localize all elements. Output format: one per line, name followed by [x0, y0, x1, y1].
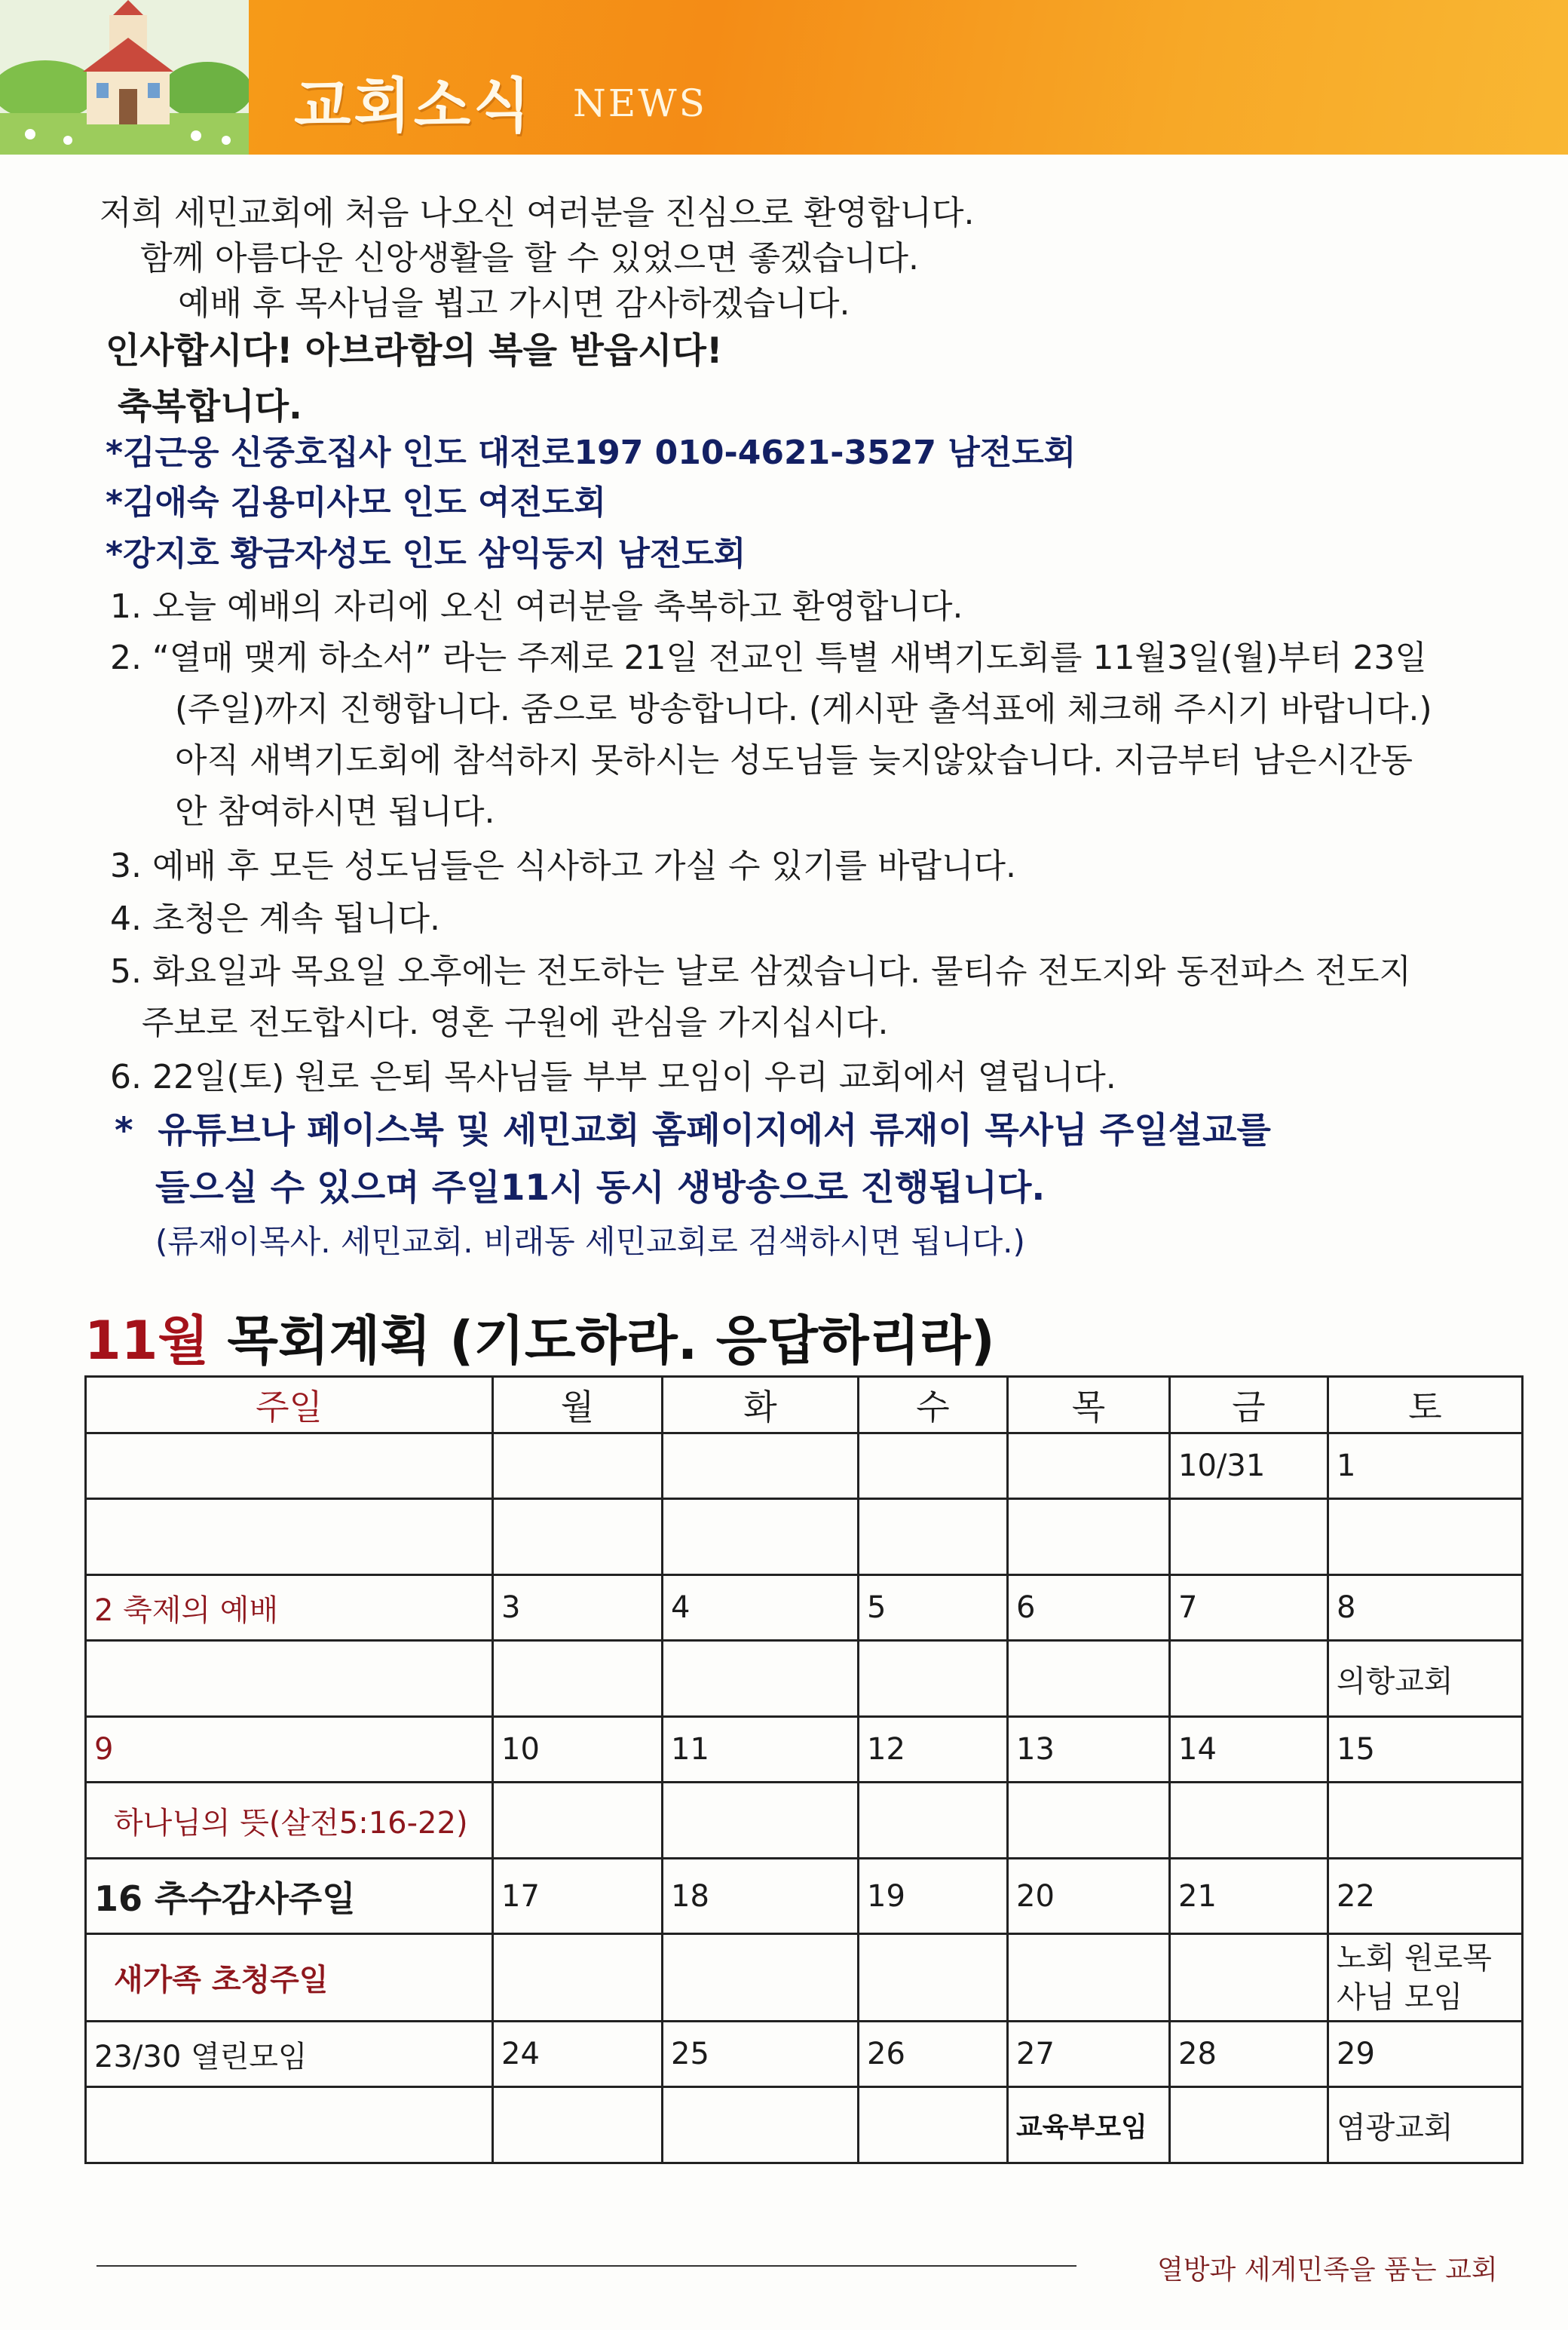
date-cell: 20: [1008, 1859, 1170, 1934]
event-cell: [493, 1641, 663, 1717]
event-cell: [1008, 1934, 1170, 2022]
date-cell: 29: [1328, 2022, 1523, 2087]
youtube-notice: * 유튜브나 페이스북 및 세민교회 홈페이지에서 류재이 목사님 주일설교를: [115, 1110, 1271, 1151]
day-header-mon: 월: [493, 1377, 663, 1433]
date-cell: 15: [1328, 1717, 1523, 1783]
date-cell: 1: [1328, 1433, 1523, 1499]
event-cell: [1170, 1934, 1328, 2022]
event-cell: [663, 2087, 859, 2163]
event-cell: [1008, 1641, 1170, 1717]
event-cell: [1170, 1783, 1328, 1859]
date-cell: 4: [663, 1575, 859, 1641]
event-cell: [493, 2087, 663, 2163]
intro-line-2: 함께 아름다운 신앙생활을 할 수 있었으면 좋겠습니다.: [140, 239, 919, 277]
day-header-tue: 화: [663, 1377, 859, 1433]
date-cell: 13: [1008, 1717, 1170, 1783]
blessing-line-3: *강지호 황금자성도 인도 삼익둥지 남전도회: [106, 535, 746, 573]
week-1-dates: [86, 1433, 1523, 1499]
date-cell: 19: [859, 1859, 1008, 1934]
date-cell: 23/30 열린모임: [86, 2022, 493, 2087]
monthly-calendar: [84, 1375, 1524, 2164]
date-cell: 5: [859, 1575, 1008, 1641]
date-cell: 3: [493, 1575, 663, 1641]
event-cell: [1170, 2087, 1328, 2163]
notice-item-5-line-2: 주보로 전도합시다. 영혼 구원에 관심을 가지십시다.: [142, 1004, 889, 1042]
asterisk-icon: *: [115, 1110, 133, 1151]
date-cell: 22: [1328, 1859, 1523, 1934]
week-5-dates: [86, 2022, 1523, 2087]
blessing-line-2: *김애숙 김용미사모 인도 여전도회: [106, 483, 607, 522]
notice-item-1: 1. 오늘 예배의 자리에 오신 여러분을 축복하고 환영합니다.: [110, 587, 963, 626]
page-header: [0, 0, 1568, 155]
calendar-header-row: [86, 1377, 1523, 1433]
event-cell: 하나님의 뜻(살전5:16-22): [86, 1783, 493, 1859]
calendar-title: 11월 목회계획 (기도하라. 응답하리라): [84, 1310, 995, 1372]
event-cell: [1008, 1499, 1170, 1575]
event-cell: [493, 1499, 663, 1575]
date-cell: 7: [1170, 1575, 1328, 1641]
blessing-line-1: *김근웅 신중호집사 인도 대전로197 010-4621-3527 남전도회: [106, 434, 1076, 472]
church-illustration: [0, 0, 249, 155]
day-header-fri: 금: [1170, 1377, 1328, 1433]
blessing-heading: 축복합니다.: [118, 386, 302, 428]
date-cell: 10/31: [1170, 1433, 1328, 1499]
notice-item-4: 4. 초청은 계속 됩니다.: [110, 900, 440, 938]
event-cell: [1170, 1499, 1328, 1575]
week-4-dates: [86, 1859, 1523, 1934]
date-cell: 21: [1170, 1859, 1328, 1934]
event-cell: [859, 1499, 1008, 1575]
intro-line-1: 저희 세민교회에 처음 나오신 여러분을 진심으로 환영합니다.: [100, 194, 975, 232]
date-cell: 17: [493, 1859, 663, 1934]
event-cell: [493, 1934, 663, 2022]
section-title: 교회소식: [294, 72, 534, 140]
notice-item-3: 3. 예배 후 모든 성도님들은 식사하고 가실 수 있기를 바랍니다.: [110, 847, 1016, 885]
date-cell: 6: [1008, 1575, 1170, 1641]
date-cell: 12: [859, 1717, 1008, 1783]
week-1-events: [86, 1499, 1523, 1575]
day-header-sat: 토: [1328, 1377, 1523, 1433]
event-cell: [1170, 1641, 1328, 1717]
date-cell: 11: [663, 1717, 859, 1783]
event-cell: [86, 1641, 493, 1717]
event-cell: [663, 1934, 859, 2022]
event-cell: [1328, 1783, 1523, 1859]
notice-item-5: 5. 화요일과 목요일 오후에는 전도하는 날로 삼겠습니다. 물티슈 전도지와 동전파스 전도지: [110, 952, 1411, 991]
date-cell: 18: [663, 1859, 859, 1934]
footer-divider: [96, 2265, 1076, 2267]
week-2-events: [86, 1641, 1523, 1717]
date-cell: 16 추수감사주일: [86, 1859, 493, 1934]
date-cell: 14: [1170, 1717, 1328, 1783]
date-cell: 24: [493, 2022, 663, 2087]
notice-item-2: 2. “열매 맺게 하소서” 라는 주제로 21일 전교인 특별 새벽기도회를 11월3일(월)부터 23일: [110, 639, 1427, 677]
week-3-dates: [86, 1717, 1523, 1783]
date-cell: [86, 1433, 493, 1499]
event-cell: [663, 1783, 859, 1859]
notice-item-2-line-2: (주일)까지 진행합니다. 줌으로 방송합니다. (게시판 출석표에 체크해 주시기 바랍니다.): [175, 690, 1432, 728]
event-cell: [859, 1934, 1008, 2022]
greeting: 인사합시다! 아브라함의 복을 받읍시다!: [106, 330, 723, 372]
date-cell: [493, 1433, 663, 1499]
event-cell: [493, 1783, 663, 1859]
date-cell: 27: [1008, 2022, 1170, 2087]
date-cell: 28: [1170, 2022, 1328, 2087]
day-header-sun: 주일: [86, 1377, 493, 1433]
event-cell: 의항교회: [1328, 1641, 1523, 1717]
youtube-notice-line-2: 들으실 수 있으며 주일11시 동시 생방송으로 진행됩니다.: [155, 1167, 1046, 1209]
week-5-events: [86, 2087, 1523, 2163]
event-cell: 노회 원로목사님 모임: [1328, 1934, 1523, 2022]
date-cell: 25: [663, 2022, 859, 2087]
date-cell: 2 축제의 예배: [86, 1575, 493, 1641]
event-cell: 새가족 초청주일: [86, 1934, 493, 2022]
week-3-events: [86, 1783, 1523, 1859]
day-header-wed: 수: [859, 1377, 1008, 1433]
event-cell: 교육부모임: [1008, 2087, 1170, 2163]
date-cell: 26: [859, 2022, 1008, 2087]
section-subtitle: NEWS: [573, 81, 707, 125]
notice-item-6: 6. 22일(토) 원로 은퇴 목사님들 부부 모임이 우리 교회에서 열립니다.: [110, 1058, 1116, 1096]
event-cell: [1008, 1783, 1170, 1859]
event-cell: [859, 1783, 1008, 1859]
youtube-notice-line-3: (류재이목사. 세민교회. 비래동 세민교회로 검색하시면 됩니다.): [155, 1223, 1025, 1260]
event-cell: [859, 2087, 1008, 2163]
day-header-thu: 목: [1008, 1377, 1170, 1433]
date-cell: 8: [1328, 1575, 1523, 1641]
event-cell: [663, 1641, 859, 1717]
notice-item-2-line-3: 아직 새벽기도회에 참석하지 못하시는 성도님들 늦지않았습니다. 지금부터 남은시간동: [175, 741, 1413, 780]
week-4-events: [86, 1934, 1523, 2022]
date-cell: 9: [86, 1717, 493, 1783]
event-cell: [859, 1641, 1008, 1717]
date-cell: [859, 1433, 1008, 1499]
event-cell: [86, 1499, 493, 1575]
date-cell: [663, 1433, 859, 1499]
event-cell: [86, 2087, 493, 2163]
intro-line-3: 예배 후 목사님을 뵙고 가시면 감사하겠습니다.: [178, 284, 850, 323]
event-cell: 염광교회: [1328, 2087, 1523, 2163]
footer-slogan: 열방과 세계민족을 품는 교회: [1157, 2255, 1498, 2286]
notice-item-2-line-4: 안 참여하시면 됩니다.: [175, 793, 495, 831]
date-cell: [1008, 1433, 1170, 1499]
week-2-dates: [86, 1575, 1523, 1641]
event-cell: [663, 1499, 859, 1575]
event-cell: [1328, 1499, 1523, 1575]
calendar-month: 11월: [84, 1310, 210, 1372]
date-cell: 10: [493, 1717, 663, 1783]
